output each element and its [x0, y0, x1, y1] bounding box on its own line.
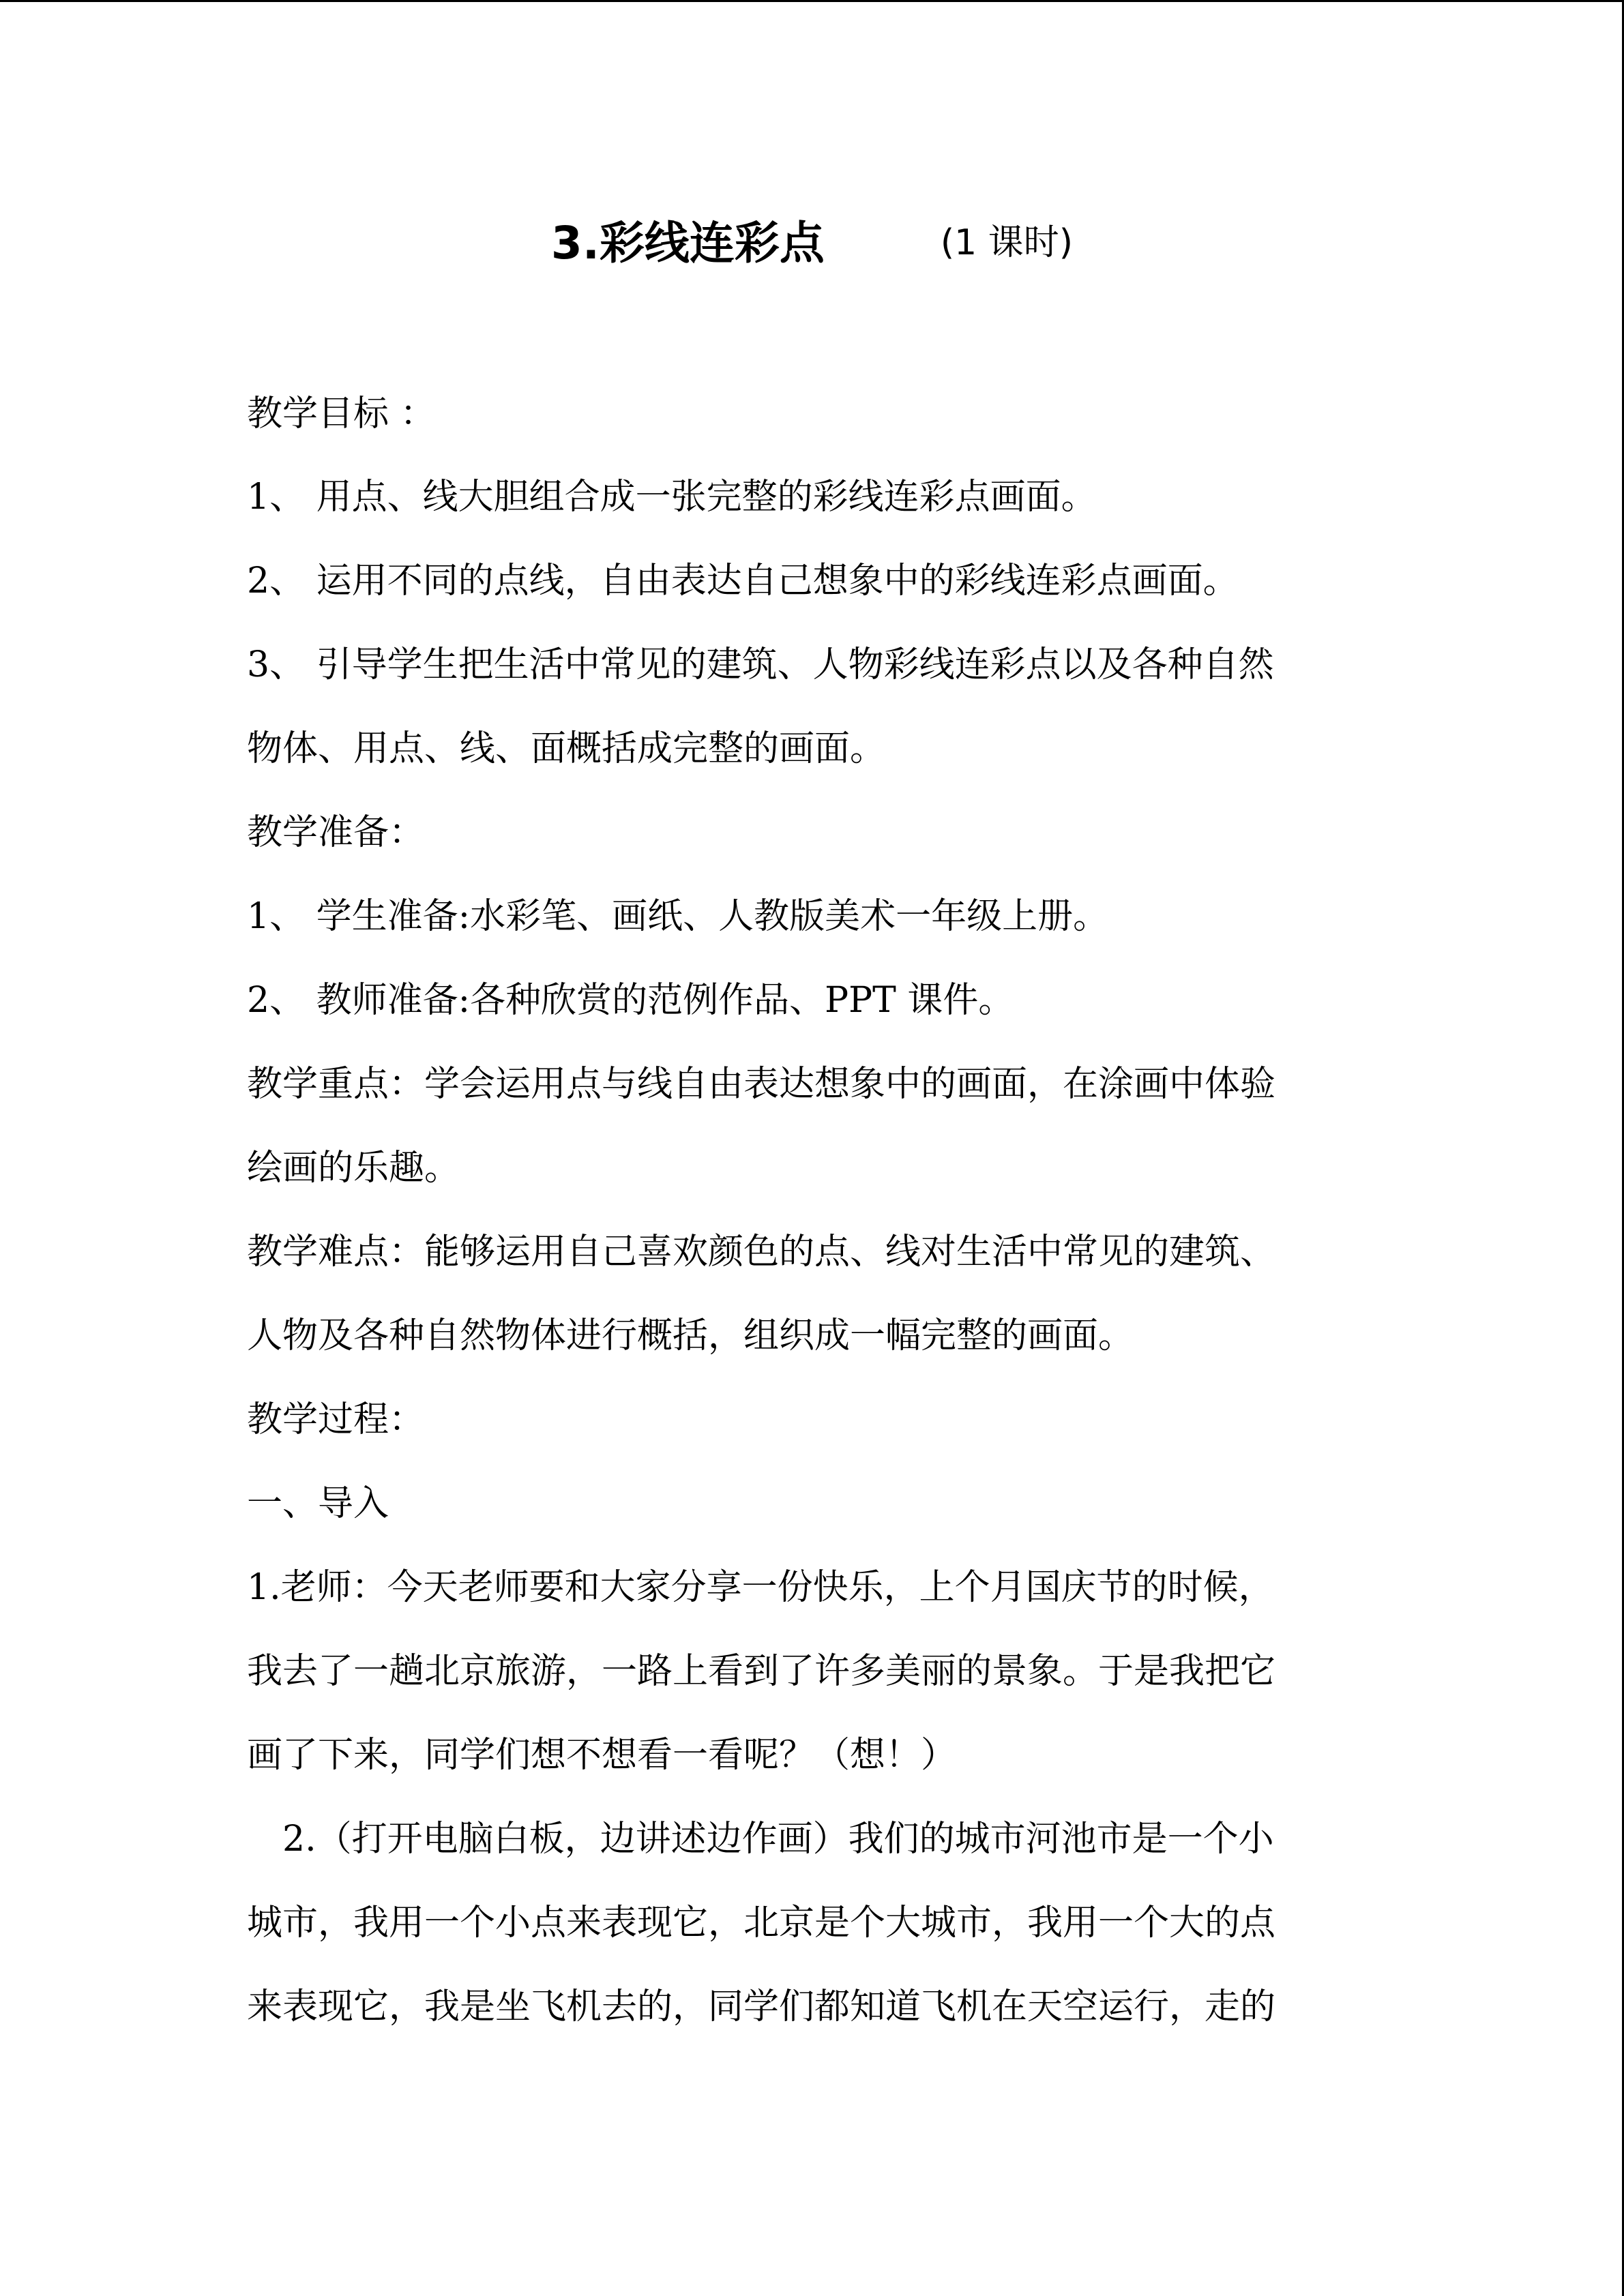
process-paragraph-2-cont: 城市，我用一个小点来表现它，北京是个大城市，我用一个大的点	[247, 1903, 1276, 1943]
difficulty-paragraph-cont: 人物及各种自然物体进行概括，组织成一幅完整的画面。	[247, 1315, 1134, 1356]
difficulty-paragraph: 教学难点：能够运用自己喜欢颜色的点、线对生活中常见的建筑、	[247, 1232, 1276, 1272]
objective-item-1: 1、 用点、线大胆组合成一张完整的彩线连彩点画面。	[247, 477, 1097, 518]
process-paragraph-1-cont: 我去了一趟北京旅游，一路上看到了许多美丽的景象。于是我把它	[247, 1651, 1276, 1692]
process-paragraph-1-end: 画了下来，同学们想不想看一看呢？（想！）	[247, 1735, 957, 1776]
process-paragraph-2: 2.（打开电脑白板，边讲述边作画）我们的城市河池市是一个小	[282, 1819, 1274, 1860]
lesson-title	[0, 207, 1624, 271]
section-heading-preparation: 教学准备：	[247, 812, 425, 853]
key-point-paragraph: 教学重点：学会运用点与线自由表达想象中的画面，在涂画中体验	[247, 1064, 1276, 1105]
title-sub: (1 课时)	[940, 222, 1074, 263]
key-point-paragraph-cont: 绘画的乐趣。	[247, 1148, 460, 1189]
title-main: 3.彩线连彩点	[550, 217, 825, 269]
objective-item-3-cont: 物体、用点、线、面概括成完整的画面。	[247, 728, 886, 769]
subsection-heading-intro: 一、导入	[247, 1483, 389, 1524]
objective-item-2: 2、 运用不同的点线，自由表达自己想象中的彩线连彩点画面。	[247, 561, 1239, 601]
process-paragraph-2-cont-2: 来表现它，我是坐飞机去的，同学们都知道飞机在天空运行，走的	[247, 1986, 1276, 2027]
section-heading-objectives: 教学目标 ：	[247, 393, 436, 434]
process-paragraph-1: 1.老师：今天老师要和大家分享一份快乐，上个月国庆节的时候，	[247, 1567, 1274, 1608]
section-heading-process: 教学过程：	[247, 1399, 425, 1440]
preparation-item-1: 1、 学生准备:水彩笔、画纸、人教版美术一年级上册。	[247, 896, 1109, 937]
preparation-item-2: 2、 教师准备:各种欣赏的范例作品、PPT 课件。	[247, 980, 1014, 1021]
objective-item-3: 3、 引导学生把生活中常见的建筑、人物彩线连彩点以及各种自然	[247, 644, 1274, 685]
